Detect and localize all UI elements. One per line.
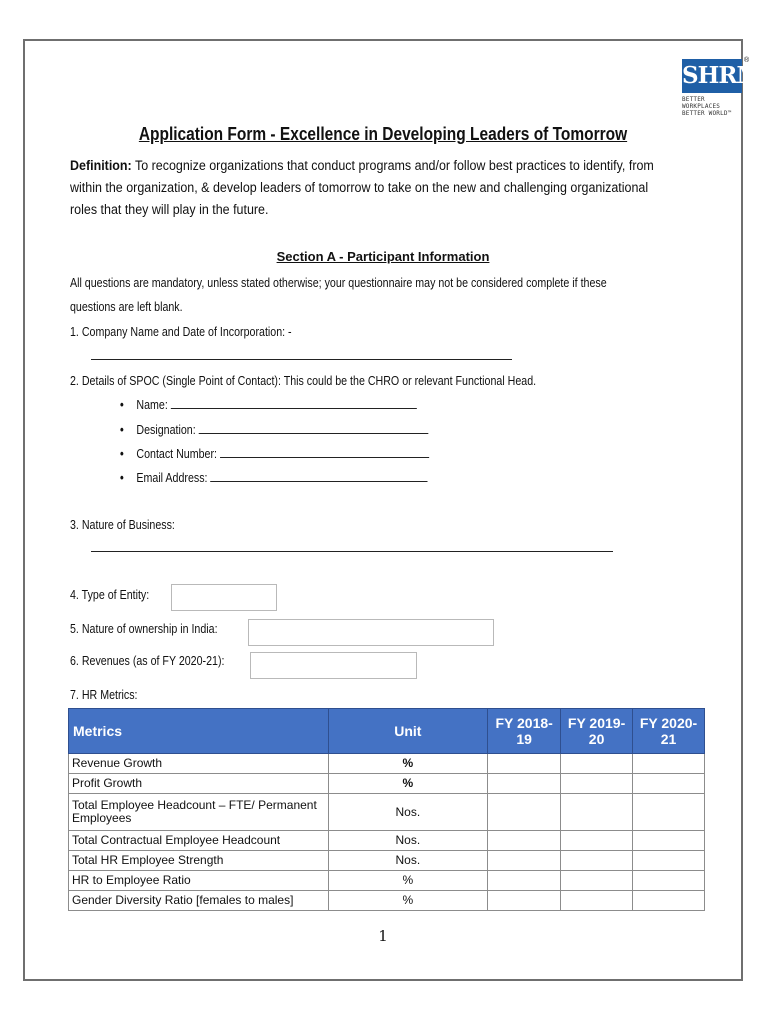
value-cell[interactable] xyxy=(633,851,705,871)
spoc-email-label: Email Address: xyxy=(136,470,208,485)
nature-of-business-line[interactable] xyxy=(91,538,613,558)
unit-cell: % xyxy=(328,871,488,891)
definition-block xyxy=(70,155,704,221)
value-cell[interactable] xyxy=(561,774,633,794)
definition-label: Definition: xyxy=(70,158,132,174)
logo-mark: SHRM xyxy=(682,59,742,93)
unit-cell: % xyxy=(328,774,488,794)
definition-text-3: roles that they will play in the future. xyxy=(70,202,269,218)
spoc-name-line[interactable] xyxy=(171,396,417,409)
spoc-name-item: • Name: xyxy=(120,396,417,412)
value-cell[interactable] xyxy=(633,871,705,891)
value-cell[interactable] xyxy=(561,831,633,851)
spoc-designation-item: • Designation: xyxy=(120,421,428,437)
value-cell[interactable] xyxy=(488,774,561,794)
value-cell[interactable] xyxy=(633,831,705,851)
metric-cell: Profit Growth xyxy=(69,774,329,794)
spoc-email-line[interactable] xyxy=(210,469,427,482)
value-cell[interactable] xyxy=(561,851,633,871)
page-number: 1 xyxy=(378,927,388,945)
unit-cell: Nos. xyxy=(328,851,488,871)
value-cell[interactable] xyxy=(633,891,705,911)
metric-cell: Total Contractual Employee Headcount xyxy=(69,831,329,851)
metric-cell: Revenue Growth xyxy=(69,754,329,774)
value-cell[interactable] xyxy=(488,794,561,831)
value-cell[interactable] xyxy=(488,831,561,851)
revenues-field[interactable] xyxy=(250,652,417,679)
spoc-contact-line[interactable] xyxy=(220,445,429,458)
section-a-heading: Section A - Participant Information xyxy=(276,249,490,264)
table-row xyxy=(69,871,705,891)
value-cell[interactable] xyxy=(488,754,561,774)
question-2-label: 2. Details of SPOC (Single Point of Contact): This could be the CHRO or relevant Functional Head. xyxy=(70,373,537,388)
metric-cell: Gender Diversity Ratio [females to males] xyxy=(69,891,329,911)
value-cell[interactable] xyxy=(561,794,633,831)
metric-cell: Total Employee Headcount – FTE/ Permanent Employees xyxy=(69,794,329,831)
unit-cell: Nos. xyxy=(328,831,488,851)
unit-cell: % xyxy=(328,891,488,911)
table-row xyxy=(69,774,705,794)
unit-cell: Nos. xyxy=(328,794,488,831)
registered-mark: ® xyxy=(744,57,750,64)
page-title: Application Form - Excellence in Developing Leaders of Tomorrow xyxy=(138,124,628,144)
definition-line-1 xyxy=(70,155,704,177)
table-row xyxy=(69,891,705,911)
metric-cell: Total HR Employee Strength xyxy=(69,851,329,871)
question-5-label: 5. Nature of ownership in India: xyxy=(70,621,218,636)
header-fy-2018-19: FY 2018- 19 xyxy=(488,709,561,754)
header-unit: Unit xyxy=(328,709,488,754)
unit-cell: % xyxy=(328,754,488,774)
table-row xyxy=(69,831,705,851)
logo-tagline xyxy=(682,96,742,117)
ownership-field[interactable] xyxy=(248,619,494,646)
spoc-designation-line[interactable] xyxy=(199,421,429,434)
table-header-row xyxy=(69,709,705,754)
spoc-designation-label: Designation: xyxy=(136,422,196,437)
header-fy-2020-21: FY 2020- 21 xyxy=(633,709,705,754)
value-cell[interactable] xyxy=(488,871,561,891)
spoc-contact-label: Contact Number: xyxy=(136,446,217,461)
type-of-entity-field[interactable] xyxy=(171,584,277,611)
question-1-label: 1. Company Name and Date of Incorporation: - xyxy=(70,324,292,339)
value-cell[interactable] xyxy=(561,871,633,891)
logo-tagline-line1: BETTER WORKPLACES xyxy=(682,96,721,110)
table-row xyxy=(69,794,705,831)
hr-metrics-table xyxy=(68,708,705,911)
mandatory-note-line-2: questions are left blank. xyxy=(70,299,183,314)
logo-tagline-line2: BETTER WORLD™ xyxy=(682,110,732,117)
question-6-label: 6. Revenues (as of FY 2020-21): xyxy=(70,653,225,668)
value-cell[interactable] xyxy=(633,774,705,794)
company-name-line[interactable] xyxy=(91,346,512,366)
shrm-logo xyxy=(682,57,761,117)
spoc-contact-item: • Contact Number: xyxy=(120,445,429,461)
value-cell[interactable] xyxy=(488,851,561,871)
definition-text-2: within the organization, & develop leaders of tomorrow to take on the new and challenging organizational xyxy=(70,180,649,196)
value-cell[interactable] xyxy=(488,891,561,911)
mandatory-note-line-1: All questions are mandatory, unless stated otherwise; your questionnaire may not be considered complete if these xyxy=(70,275,607,290)
header-fy-2019-20: FY 2019- 20 xyxy=(561,709,633,754)
value-cell[interactable] xyxy=(633,794,705,831)
spoc-email-item: • Email Address: xyxy=(120,469,428,485)
definition-text-1: To recognize organizations that conduct programs and/or follow best practices to identify, from xyxy=(134,158,654,174)
header-metrics: Metrics xyxy=(69,709,329,754)
table-row xyxy=(69,754,705,774)
question-4-label: 4. Type of Entity: xyxy=(70,587,150,602)
document-page xyxy=(23,39,761,981)
value-cell[interactable] xyxy=(633,754,705,774)
question-7-label: 7. HR Metrics: xyxy=(70,687,138,702)
question-3-label: 3. Nature of Business: xyxy=(70,517,175,532)
value-cell[interactable] xyxy=(561,891,633,911)
metric-cell: HR to Employee Ratio xyxy=(69,871,329,891)
spoc-name-label: Name: xyxy=(136,397,168,412)
table-row xyxy=(69,851,705,871)
value-cell[interactable] xyxy=(561,754,633,774)
